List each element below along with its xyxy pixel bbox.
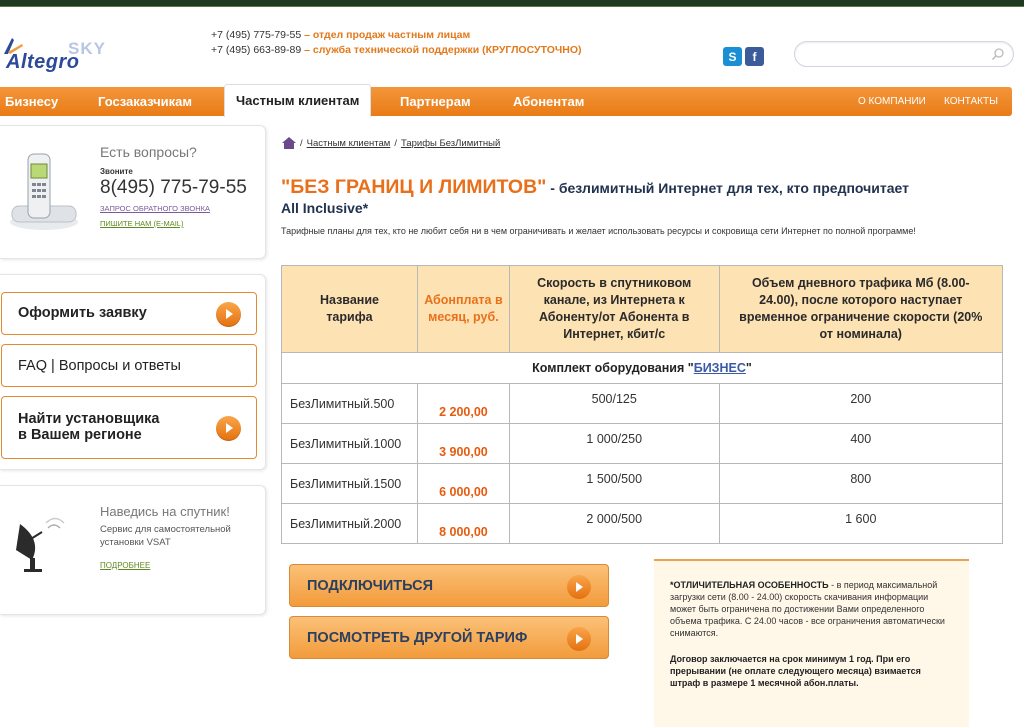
satellite-desc: Сервис для самостоятельной установки VSAT (100, 524, 231, 548)
faq-label: FAQ | Вопросы и ответы (18, 358, 181, 374)
tariff-price: 2 200,00 (417, 384, 509, 424)
email-link[interactable]: ПИШИТЕ НАМ (E-MAIL) (100, 219, 184, 228)
tariff-traffic: 200 (719, 384, 1002, 424)
tariff-price: 6 000,00 (417, 464, 509, 504)
nav-about[interactable]: О КОМПАНИИ (858, 96, 926, 107)
intro-text: Тарифные планы для тех, кто не любит себя ни в чем ограничивать и желает использовать ресурсы и сокровища сети Интернет по полной программе! (281, 226, 916, 236)
site-header (0, 7, 1024, 87)
satellite-dish-icon (12, 514, 78, 574)
tariff-traffic: 400 (719, 424, 1002, 464)
installer-label (18, 411, 159, 443)
col-price-header: Абонплата в месяц, руб. (417, 266, 509, 353)
group-name-link[interactable]: БИЗНЕС (693, 361, 746, 375)
special-feature-note (654, 559, 969, 727)
phone-number: +7 (495) 663-89-89 (211, 44, 302, 56)
tariff-speed: 1 500/500 (509, 464, 719, 504)
equipment-group-row (282, 353, 1003, 384)
main-nav (0, 87, 1012, 116)
search-input[interactable] (805, 42, 985, 66)
browser-top-strip (0, 0, 1024, 7)
equipment-group-cell (282, 353, 1003, 384)
tariffs-table (281, 265, 1003, 544)
nav-partners[interactable]: Партнерам (400, 94, 471, 109)
breadcrumb-sep: / (300, 137, 303, 149)
table-header-row (282, 266, 1003, 353)
tariff-name: БезЛимитный.2000 (282, 504, 418, 544)
note-text-1: - в период максимальной загрузки сети (8.00 - 24.00) скорость скачивания информации может быть ограничена по достижении Вами определенного объема трафика. С 24.00 часов - все ограничения автоматически снимаются. (670, 580, 945, 638)
installer-line1: Найти установщика (18, 411, 160, 427)
tariff-price: 3 900,00 (417, 424, 509, 464)
phone-line-sales (211, 28, 582, 43)
search-box (794, 41, 1014, 67)
play-arrow-icon (567, 575, 591, 599)
other-tariff-button[interactable] (289, 616, 609, 659)
tariff-speed: 2 000/500 (509, 504, 719, 544)
tariff-name: БезЛимитный.1500 (282, 464, 418, 504)
note-lead: *ОТЛИЧИТЕЛЬНАЯ ОСОБЕННОСТЬ (670, 580, 829, 590)
skype-icon[interactable]: S (723, 47, 742, 66)
tariff-traffic: 1 600 (719, 504, 1002, 544)
nav-business[interactable]: Бизнесу (5, 94, 59, 109)
play-arrow-icon (567, 627, 591, 651)
play-arrow-icon (216, 302, 241, 327)
connect-button[interactable] (289, 564, 609, 607)
apply-button[interactable] (1, 292, 257, 335)
phone-sep: – (301, 29, 313, 41)
note-paragraph-1 (670, 579, 953, 639)
nav-subscribers[interactable]: Абонентам (513, 94, 585, 109)
faq-button[interactable] (1, 344, 257, 387)
search-icon[interactable] (991, 47, 1005, 61)
tariff-speed: 500/125 (509, 384, 719, 424)
connect-label: ПОДКЛЮЧИТЬСЯ (307, 578, 434, 594)
phone-desc: отдел продаж частным лицам (312, 29, 471, 41)
col-traffic-header: Объем дневного трафика Мб (8.00-24.00), после которого наступает временное ограничение скорости (20% от номинала) (719, 266, 1002, 353)
tariff-traffic: 800 (719, 464, 1002, 504)
satellite-panel (0, 485, 266, 615)
apply-label: Оформить заявку (18, 305, 147, 321)
tariff-price: 8 000,00 (417, 504, 509, 544)
page-title-rest: - безлимитный Интернет для тех, кто предпочитает (546, 180, 909, 196)
table-row (282, 504, 1003, 544)
nav-government[interactable]: Госзаказчикам (98, 94, 192, 109)
header-phones (211, 28, 582, 58)
satellite-title: Наведись на спутник! (100, 504, 230, 519)
group-prefix: Комплект оборудования " (532, 361, 694, 375)
contact-question: Есть вопросы? (100, 144, 197, 160)
other-tariff-label: ПОСМОТРЕТЬ ДРУГОЙ ТАРИФ (307, 630, 528, 646)
phone-number: +7 (495) 775-79-55 (211, 29, 302, 41)
note-paragraph-2: Договор заключается на срок минимум 1 год. При его прерывании (не оплате следующего месяца) взимается штраф в размере 1 месячной абон.платы. (670, 654, 921, 688)
table-row (282, 384, 1003, 424)
group-suffix: " (745, 361, 752, 375)
nav-private-clients[interactable]: Частным клиентам (224, 84, 371, 117)
logo-sky-text: SKY (68, 39, 106, 58)
contact-panel (0, 125, 266, 259)
find-installer-button[interactable] (1, 396, 257, 459)
cordless-phone-icon (8, 150, 80, 232)
page-title-main: "БЕЗ ГРАНИЦ И ЛИМИТОВ" (281, 176, 547, 198)
phone-desc: служба технической поддержки (КРУГЛОСУТОЧНО) (312, 44, 582, 56)
tariff-speed: 1 000/250 (509, 424, 719, 464)
facebook-icon[interactable]: f (745, 47, 764, 66)
installer-line2: в Вашем регионе (18, 427, 142, 443)
actions-panel (0, 274, 266, 470)
page-subtitle: All Inclusive* (281, 200, 369, 216)
phone-sep: – (301, 44, 313, 56)
logo-text: Altegro (6, 51, 80, 73)
page-title (281, 176, 1011, 199)
breadcrumb-sep: / (394, 137, 397, 149)
phone-line-support (211, 43, 582, 58)
col-speed-header: Скорость в спутниковом канале, из Интернета к Абоненту/от Абонента в Интернет, кбит/с (509, 266, 719, 353)
breadcrumb (282, 137, 500, 149)
contact-call-label: Звоните (100, 167, 133, 176)
home-icon[interactable] (282, 137, 296, 149)
col-name-header: Название тарифа (282, 266, 418, 353)
nav-contacts[interactable]: КОНТАКТЫ (944, 96, 998, 107)
breadcrumb-item-tariffs[interactable]: Тарифы БезЛимитный (400, 137, 501, 149)
contact-phone: 8(495) 775-79-55 (100, 177, 247, 198)
social-links (723, 47, 764, 66)
satellite-more-link[interactable]: ПОДРОБНЕЕ (100, 561, 151, 570)
tariff-name: БезЛимитный.1000 (282, 424, 418, 464)
breadcrumb-item-private[interactable]: Частным клиентам (306, 137, 391, 149)
callback-link[interactable]: ЗАПРОС ОБРАТНОГО ЗВОНКА (100, 204, 210, 213)
table-row (282, 464, 1003, 504)
tariff-name: БезЛимитный.500 (282, 384, 418, 424)
table-row (282, 424, 1003, 464)
logo[interactable] (2, 29, 122, 79)
play-arrow-icon (216, 416, 241, 441)
